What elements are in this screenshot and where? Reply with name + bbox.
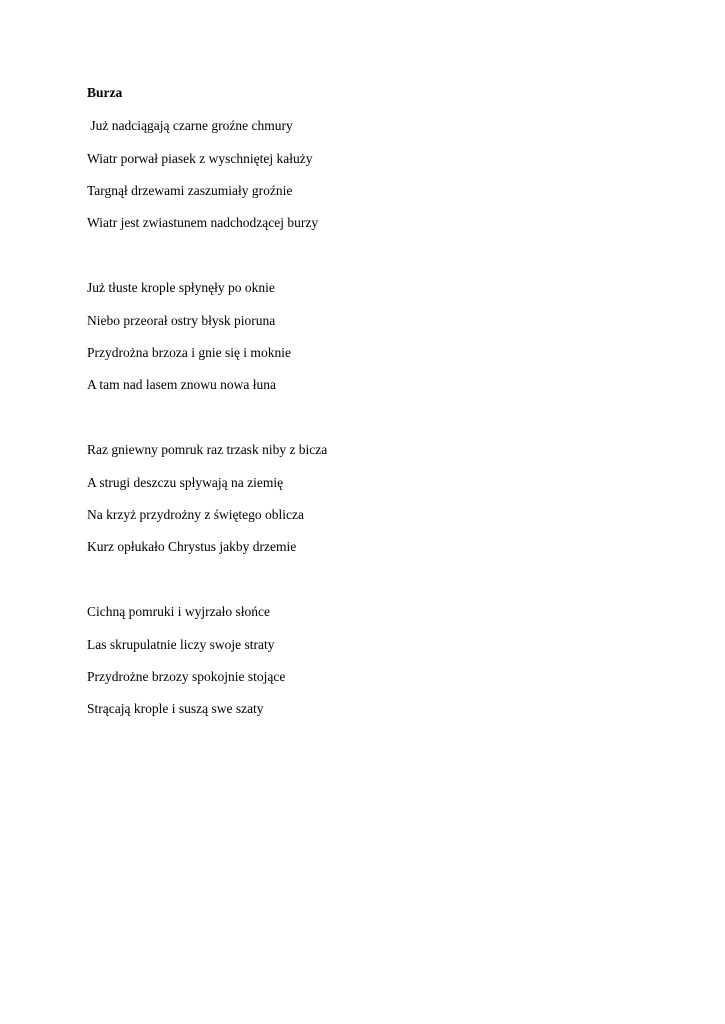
poem-line: Las skrupulatnie liczy swoje straty <box>87 637 275 652</box>
poem-line: Na krzyż przydrożny z świętego oblicza <box>87 507 305 522</box>
poem-line: Niebo przeorał ostry błysk pioruna <box>87 313 276 328</box>
poem-line: Już tłuste krople spłynęły po oknie <box>87 280 275 295</box>
poem-line: Kurz opłukało Chrystus jakby drzemie <box>87 539 297 554</box>
poem-line: Cichną pomruki i wyjrzało słońce <box>87 604 270 619</box>
poem-line: Wiatr porwał piasek z wyschniętej kałuży <box>87 151 313 166</box>
poem-line: Przydrożne brzozy spokojnie stojące <box>87 669 286 684</box>
poem-line: Targnął drzewami zaszumiały groźnie <box>87 183 293 198</box>
poem-line: Wiatr jest zwiastunem nadchodzącej burzy <box>87 215 319 230</box>
poem-line: Raz gniewny pomruk raz trzask niby z bicza <box>87 442 328 457</box>
poem-line: Przydrożna brzoza i gnie się i moknie <box>87 345 291 360</box>
poem-line: A tam nad lasem znowu nowa łuna <box>87 377 276 392</box>
poem-line: A strugi deszczu spływają na ziemię <box>87 475 284 490</box>
poem-title: Burza <box>87 85 123 100</box>
poem-line: Strącają krople i suszą swe szaty <box>87 701 264 716</box>
poem-line: Już nadciągają czarne groźne chmury <box>87 118 293 133</box>
